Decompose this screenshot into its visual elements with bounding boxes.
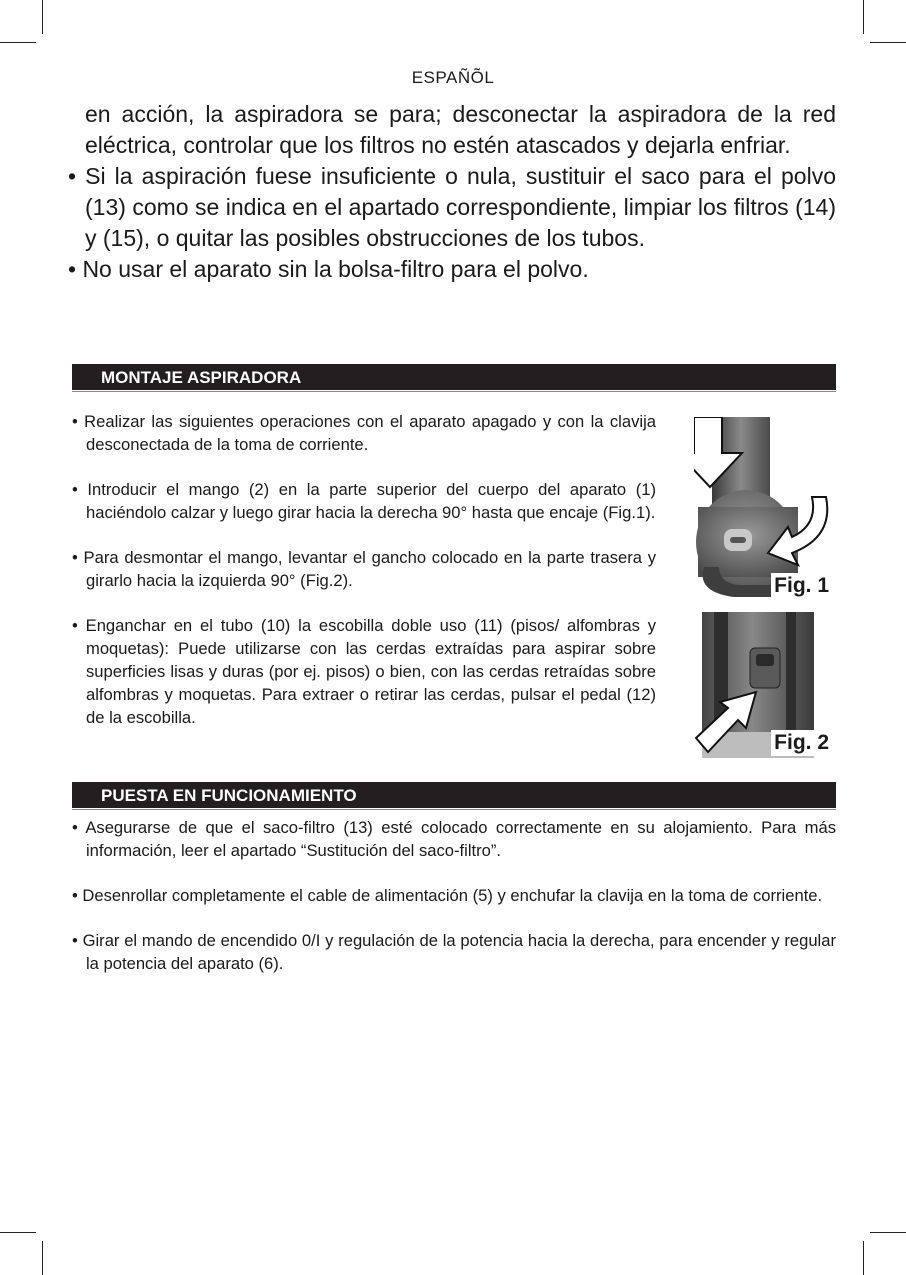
montaje-item: • Introducir el mango (2) en la parte superior del cuerpo del aparato (1) haciéndolo calzar y luego girar hacia la derecha 90° hasta que encaje (Fig.1). (72, 480, 656, 522)
crop-mark (870, 1232, 906, 1233)
figure-label: Fig. 1 (771, 573, 832, 599)
puesta-item: • Desenrollar completamente el cable de alimentación (5) y enchufar la clavija en la toma de corriente. (72, 886, 823, 905)
montaje-item: • Enganchar en el tubo (10) la escobilla doble uso (11) (pisos/ alfombras y moquetas): Puede utilizarse con las cerdas extraídas para aspirar sobre superficies lisas y duras (por ej. pisos) o bien, con las cerdas retraídas sobre alfombras y moquetas. Para extraer o retirar las cerdas, pulsar el pedal (12) de la escobilla. (72, 616, 656, 727)
montaje-item: • Realizar las siguientes operaciones con el aparato apagado y con la clavija desconectada de la toma de corriente. (72, 412, 656, 454)
crop-mark (863, 0, 864, 34)
crop-mark (42, 0, 43, 34)
puesta-item: • Girar el mando de encendido 0/I y regulación de la potencia hacia la derecha, para encender y regular la potencia del aparato (6). (72, 931, 836, 973)
puesta-list (72, 816, 836, 997)
intro-bullet: • Si la aspiración fuese insuficiente o nula, sustituir el saco para el polvo (13) como se indica en el apartado correspondiente, limpiar los filtros (14) y (15), o quitar las posibles obstrucciones de los tubos. (68, 163, 836, 251)
crop-mark (863, 1241, 864, 1275)
montaje-section-title: MONTAJE ASPIRADORA (72, 364, 836, 390)
intro-bullet: • No usar el aparato sin la bolsa-filtro para el polvo. (68, 256, 589, 282)
crop-mark (42, 1241, 43, 1275)
montaje-list (72, 410, 656, 751)
puesta-item: • Asegurarse de que el saco-filtro (13) esté colocado correctamente en su alojamiento. Para más información, leer el apartado “Sustitución del saco-filtro”. (72, 818, 836, 860)
crop-mark (0, 42, 36, 43)
intro-continuation: en acción, la aspiradora se para; desconectar la aspiradora de la red eléctrica, controlar que los filtros no estén atascados y dejarla enfriar. (85, 101, 836, 158)
crop-mark (0, 1232, 36, 1233)
figure-label: Fig. 2 (771, 730, 832, 756)
puesta-section-title: PUESTA EN FUNCIONAMIENTO (72, 782, 836, 808)
montaje-item: • Para desmontar el mango, levantar el gancho colocado en la parte trasera y girarlo hacia la izquierda 90° (Fig.2). (72, 548, 656, 590)
language-header: ESPAÑÕL (411, 68, 495, 87)
figure-2 (694, 612, 836, 758)
intro-section (68, 99, 836, 285)
figure-1 (694, 417, 836, 601)
crop-mark (870, 42, 906, 43)
